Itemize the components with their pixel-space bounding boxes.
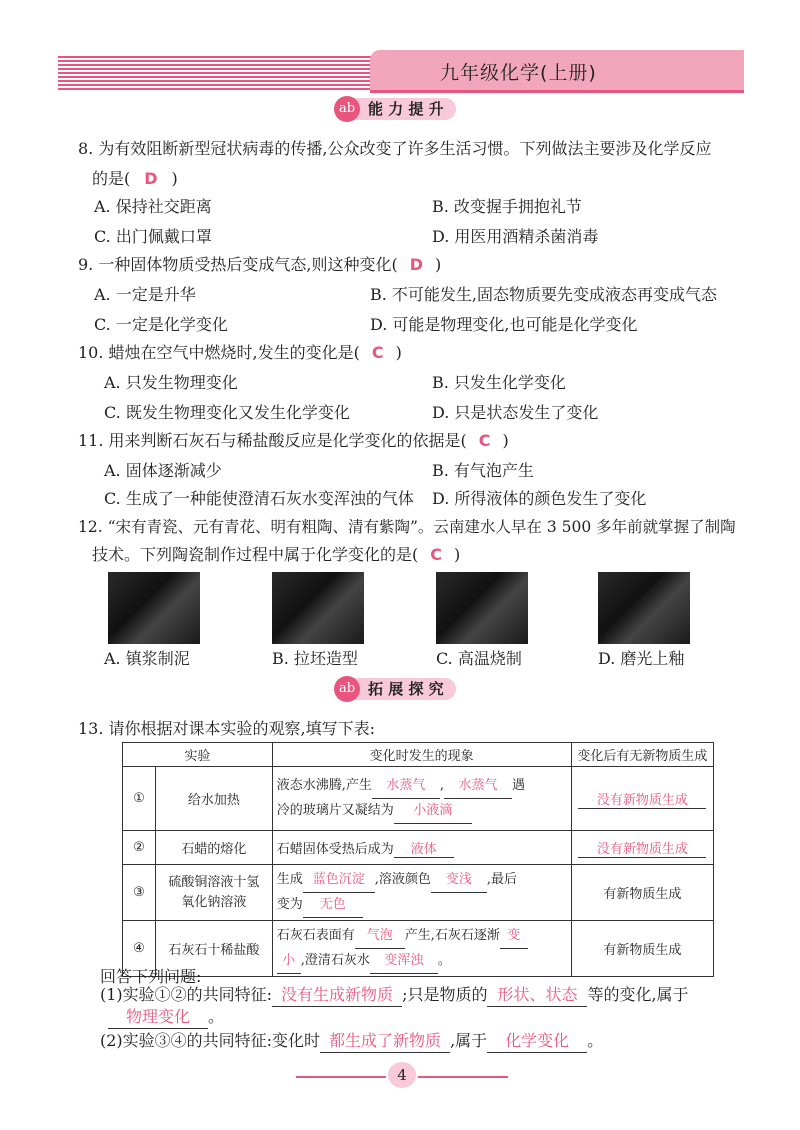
q13-sub1-cont: 物理变化 。 — [108, 1006, 224, 1029]
fill-blank: 变 — [500, 924, 528, 949]
q12-answer: C — [430, 545, 442, 564]
q12-option-d: D. 磨光上釉 — [598, 649, 685, 668]
col-header-result: 变化后有无新物质生成 — [571, 743, 713, 767]
fill-blank: 气泡 — [355, 924, 405, 949]
section-icon: ab — [334, 676, 360, 702]
row-phenomenon: 生成 蓝色沉淀 ,溶液颜色 变浅 ,最后 变为 无色 — [272, 865, 571, 921]
table-row — [123, 865, 714, 921]
experiment-table — [122, 742, 714, 977]
q11-option-a: A. 固体逐渐减少 — [104, 461, 222, 480]
q11-option-b: B. 有气泡产生 — [432, 461, 534, 480]
q10-option-b: B. 只发生化学变化 — [432, 373, 566, 392]
row-experiment: 硫酸铜溶液十氢 氧化钠溶液 — [156, 865, 273, 921]
fill-blank: 小 — [277, 949, 301, 974]
fill-blank: 液体 — [394, 838, 454, 858]
row-number: ③ — [123, 865, 156, 921]
q8-option-a: A. 保持社交距离 — [94, 197, 212, 216]
fill-blank: 变浅 — [431, 868, 487, 893]
q12-option-b: B. 拉坯造型 — [272, 649, 358, 668]
q10-option-d: D. 只是状态发生了变化 — [432, 403, 599, 422]
row-result: 没有新物质生成 — [571, 767, 713, 831]
q8-stem: 8. 为有效阻断新型冠状病毒的传播,公众改变了许多生活习惯。下列做法主要涉及化学反应 — [78, 139, 712, 158]
table-row — [123, 767, 714, 831]
row-experiment: 石灰石十稀盐酸 — [156, 921, 273, 977]
table-row — [123, 921, 714, 977]
section-title: 拓 展 探 究 — [334, 678, 456, 700]
q10-option-c: C. 既发生物理变化又发生化学变化 — [104, 403, 350, 422]
fill-blank: 化学变化 — [487, 1030, 587, 1053]
fill-blank: 无色 — [303, 893, 363, 918]
q13-sub2: (2)实验③④的共同特征:变化时 都生成了新物质 ,属于 化学变化 。 — [100, 1030, 603, 1053]
col-header-experiment: 实验 — [123, 743, 273, 767]
fill-blank: 蓝色沉淀 — [303, 868, 375, 893]
q12-stem: 12. “宋有青瓷、元有青花、明有粗陶、清有紫陶”。云南建水人早在 3 500 多年前就掌握了制陶 — [78, 518, 736, 536]
fill-blank: 都生成了新物质 — [320, 1030, 450, 1053]
q11-option-c: C. 生成了一种能使澄清石灰水变浑浊的气体 — [104, 489, 414, 508]
fill-blank: 小液滴 — [394, 799, 472, 824]
answer-intro: 回答下列问题: — [100, 967, 202, 986]
q9-option-d: D. 可能是物理变化,也可能是化学变化 — [370, 315, 638, 334]
q13-sub1: (1)实验①②的共同特征: 没有生成新物质 ;只是物质的 形状、状态 等的变化,属于 — [100, 984, 689, 1007]
q11-answer: C — [478, 431, 491, 450]
q10-option-a: A. 只发生物理变化 — [104, 373, 238, 392]
row-number: ① — [123, 767, 156, 831]
fill-blank: 形状、状态 — [487, 984, 587, 1007]
q9-option-c: C. 一定是化学变化 — [94, 315, 228, 334]
q12-option-c: C. 高温烧制 — [436, 649, 522, 668]
fill-blank: 变浑浊 — [370, 949, 438, 974]
q8-answer: D — [144, 169, 158, 188]
photo-wheel-throwing — [272, 572, 364, 644]
q8-option-c: C. 出门佩戴口罩 — [94, 227, 212, 246]
q9-option-a: A. 一定是升华 — [94, 285, 196, 304]
q8-option-b: B. 改变握手拥抱礼节 — [432, 197, 582, 216]
q11-stem: 11. 用来判断石灰石与稀盐酸反应是化学变化的依据是( C ) — [78, 431, 509, 450]
section-badge-ability — [334, 98, 456, 120]
fill-blank: 物理变化 — [108, 1006, 208, 1029]
q8-stem-2: 的是( D ) — [92, 169, 178, 188]
photo-clay-mixing — [108, 572, 200, 644]
page-number: 4 — [388, 1062, 416, 1088]
section-title: 能 力 提 升 — [334, 98, 456, 120]
page-title: 九年级化学(上册) — [440, 62, 597, 84]
table-row — [123, 831, 714, 865]
fill-blank: 水蒸气 — [372, 774, 440, 799]
q9-option-b: B. 不可能发生,固态物质要先变成液态再变成气态 — [370, 285, 718, 304]
fill-blank: 水蒸气 — [444, 774, 512, 799]
row-phenomenon: 液态水沸腾,产生 水蒸气 , 水蒸气 遇 冷的玻璃片又凝结为 小液滴 — [272, 767, 571, 831]
q12-stem-2: 技术。下列陶瓷制作过程中属于化学变化的是( C ) — [92, 545, 461, 564]
row-result: 有新物质生成 — [571, 921, 713, 977]
q11-option-d: D. 所得液体的颜色发生了变化 — [432, 489, 647, 508]
table-header-row — [123, 743, 714, 767]
q12-option-a: A. 镇浆制泥 — [104, 649, 190, 668]
fill-blank: 没有生成新物质 — [272, 984, 402, 1007]
row-number: ④ — [123, 921, 156, 977]
q9-answer: D — [409, 255, 423, 274]
row-experiment: 石蜡的熔化 — [156, 831, 273, 865]
section-icon: ab — [334, 96, 360, 122]
photo-glazing — [598, 572, 690, 644]
row-phenomenon: 石蜡固体受热后成为 液体 — [272, 831, 571, 865]
footer-line-left — [296, 1076, 386, 1078]
row-experiment: 给水加热 — [156, 767, 273, 831]
footer-line-right — [418, 1076, 508, 1078]
row-phenomenon: 石灰石表面有 气泡 产生,石灰石逐渐 变 小 ,澄清石灰水 变浑浊 。 — [272, 921, 571, 977]
q10-stem: 10. 蜡烛在空气中燃烧时,发生的变化是( C ) — [78, 343, 402, 362]
photo-kiln-firing — [436, 572, 528, 644]
col-header-phenomenon: 变化时发生的现象 — [272, 743, 571, 767]
row-number: ② — [123, 831, 156, 865]
q10-answer: C — [371, 343, 384, 362]
q8-option-d: D. 用医用酒精杀菌消毒 — [432, 227, 599, 246]
row-result: 有新物质生成 — [571, 865, 713, 921]
row-result: 没有新物质生成 — [571, 831, 713, 865]
q9-stem: 9. 一种固体物质受热后变成气态,则这种变化( D ) — [78, 255, 442, 274]
q13-stem: 13. 请你根据对课本实验的观察,填写下表: — [78, 719, 376, 738]
section-badge-explore — [334, 678, 456, 700]
